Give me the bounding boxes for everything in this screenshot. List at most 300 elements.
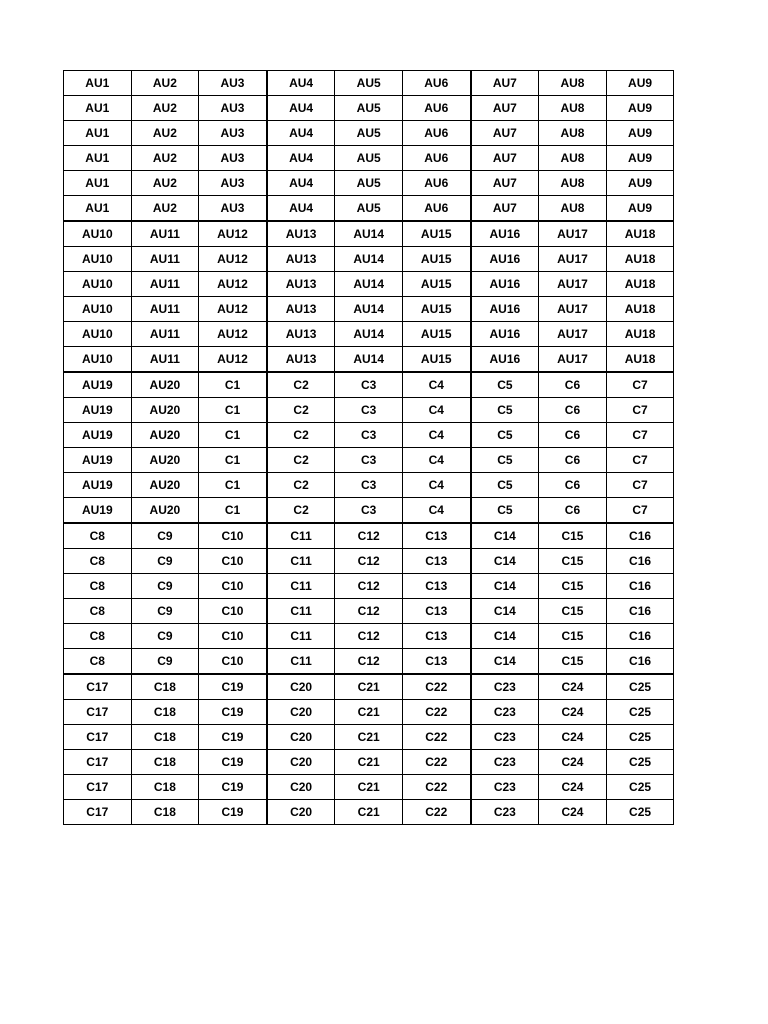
grid-cell: AU7 bbox=[471, 146, 539, 171]
grid-cell: C23 bbox=[471, 674, 539, 700]
grid-cell: AU9 bbox=[606, 96, 674, 121]
grid-row bbox=[64, 196, 674, 222]
grid-cell: AU17 bbox=[539, 322, 607, 347]
grid-cell: AU4 bbox=[267, 171, 335, 196]
grid-cell: AU17 bbox=[539, 272, 607, 297]
grid-cell: AU18 bbox=[606, 297, 674, 322]
grid-cell: AU3 bbox=[199, 146, 267, 171]
grid-cell: C17 bbox=[64, 674, 132, 700]
grid-row bbox=[64, 498, 674, 524]
grid-cell: AU9 bbox=[606, 171, 674, 196]
grid-cell: C11 bbox=[267, 574, 335, 599]
grid-cell: AU16 bbox=[471, 347, 539, 373]
grid-cell: C12 bbox=[335, 649, 403, 675]
grid-cell: C14 bbox=[471, 574, 539, 599]
grid-cell: C4 bbox=[402, 448, 470, 473]
grid-cell: AU20 bbox=[131, 398, 199, 423]
grid-cell: AU19 bbox=[64, 448, 132, 473]
grid-row bbox=[64, 71, 674, 96]
grid-cell: C19 bbox=[199, 800, 267, 825]
grid-cell: C6 bbox=[539, 473, 607, 498]
grid-cell: C8 bbox=[64, 649, 132, 675]
grid-cell: AU19 bbox=[64, 498, 132, 524]
grid-cell: C5 bbox=[471, 448, 539, 473]
grid-cell: C18 bbox=[131, 800, 199, 825]
label-grid-body bbox=[64, 71, 674, 825]
grid-cell: C10 bbox=[199, 549, 267, 574]
grid-cell: AU1 bbox=[64, 96, 132, 121]
grid-cell: C25 bbox=[606, 750, 674, 775]
grid-cell: AU17 bbox=[539, 297, 607, 322]
grid-cell: AU7 bbox=[471, 196, 539, 222]
grid-cell: AU8 bbox=[539, 146, 607, 171]
grid-cell: C15 bbox=[539, 523, 607, 549]
grid-cell: C20 bbox=[267, 700, 335, 725]
grid-cell: AU14 bbox=[335, 247, 403, 272]
grid-cell: C14 bbox=[471, 599, 539, 624]
grid-cell: AU6 bbox=[402, 121, 470, 146]
grid-row bbox=[64, 221, 674, 247]
grid-row bbox=[64, 322, 674, 347]
grid-row bbox=[64, 750, 674, 775]
grid-cell: C7 bbox=[606, 498, 674, 524]
grid-cell: C21 bbox=[335, 750, 403, 775]
grid-cell: C20 bbox=[267, 800, 335, 825]
grid-cell: C7 bbox=[606, 423, 674, 448]
grid-cell: AU2 bbox=[131, 71, 199, 96]
grid-cell: C15 bbox=[539, 649, 607, 675]
grid-cell: C16 bbox=[606, 549, 674, 574]
grid-cell: AU4 bbox=[267, 146, 335, 171]
grid-cell: C19 bbox=[199, 775, 267, 800]
grid-cell: AU11 bbox=[131, 221, 199, 247]
grid-cell: C25 bbox=[606, 775, 674, 800]
grid-cell: AU17 bbox=[539, 347, 607, 373]
grid-cell: AU1 bbox=[64, 121, 132, 146]
grid-cell: C6 bbox=[539, 372, 607, 398]
grid-cell: C23 bbox=[471, 800, 539, 825]
grid-cell: C24 bbox=[539, 700, 607, 725]
grid-cell: C15 bbox=[539, 599, 607, 624]
grid-cell: AU5 bbox=[335, 171, 403, 196]
grid-cell: AU19 bbox=[64, 372, 132, 398]
grid-cell: AU3 bbox=[199, 96, 267, 121]
grid-cell: AU12 bbox=[199, 297, 267, 322]
grid-cell: AU10 bbox=[64, 272, 132, 297]
grid-cell: C3 bbox=[335, 423, 403, 448]
grid-row bbox=[64, 247, 674, 272]
grid-cell: C14 bbox=[471, 523, 539, 549]
grid-cell: C11 bbox=[267, 549, 335, 574]
grid-cell: AU19 bbox=[64, 398, 132, 423]
grid-cell: AU14 bbox=[335, 221, 403, 247]
grid-cell: C1 bbox=[199, 448, 267, 473]
grid-row bbox=[64, 448, 674, 473]
grid-row bbox=[64, 146, 674, 171]
grid-cell: AU19 bbox=[64, 423, 132, 448]
grid-cell: C13 bbox=[402, 523, 470, 549]
grid-cell: AU16 bbox=[471, 297, 539, 322]
grid-cell: C22 bbox=[402, 775, 470, 800]
grid-cell: C21 bbox=[335, 775, 403, 800]
grid-cell: AU15 bbox=[402, 297, 470, 322]
grid-cell: C24 bbox=[539, 750, 607, 775]
grid-cell: C8 bbox=[64, 624, 132, 649]
grid-cell: C13 bbox=[402, 549, 470, 574]
grid-cell: C8 bbox=[64, 599, 132, 624]
grid-cell: C21 bbox=[335, 800, 403, 825]
grid-cell: C3 bbox=[335, 372, 403, 398]
grid-cell: C3 bbox=[335, 498, 403, 524]
grid-cell: AU18 bbox=[606, 247, 674, 272]
grid-cell: AU7 bbox=[471, 96, 539, 121]
grid-cell: C5 bbox=[471, 473, 539, 498]
grid-row bbox=[64, 574, 674, 599]
grid-cell: C5 bbox=[471, 498, 539, 524]
grid-cell: C17 bbox=[64, 775, 132, 800]
grid-cell: AU1 bbox=[64, 171, 132, 196]
grid-cell: AU13 bbox=[267, 247, 335, 272]
label-grid-table bbox=[63, 70, 674, 825]
grid-cell: C11 bbox=[267, 649, 335, 675]
grid-row bbox=[64, 599, 674, 624]
grid-cell: AU5 bbox=[335, 121, 403, 146]
grid-cell: C9 bbox=[131, 549, 199, 574]
grid-cell: C9 bbox=[131, 624, 199, 649]
grid-cell: AU15 bbox=[402, 322, 470, 347]
grid-cell: C12 bbox=[335, 549, 403, 574]
grid-row bbox=[64, 649, 674, 675]
grid-cell: C12 bbox=[335, 523, 403, 549]
grid-cell: C19 bbox=[199, 750, 267, 775]
grid-cell: AU8 bbox=[539, 196, 607, 222]
grid-cell: C20 bbox=[267, 725, 335, 750]
grid-cell: C25 bbox=[606, 674, 674, 700]
grid-cell: C11 bbox=[267, 624, 335, 649]
grid-cell: C14 bbox=[471, 649, 539, 675]
grid-cell: C5 bbox=[471, 398, 539, 423]
grid-cell: C14 bbox=[471, 549, 539, 574]
grid-cell: C1 bbox=[199, 398, 267, 423]
grid-cell: C13 bbox=[402, 649, 470, 675]
grid-cell: AU9 bbox=[606, 146, 674, 171]
grid-cell: C3 bbox=[335, 473, 403, 498]
grid-row bbox=[64, 725, 674, 750]
grid-cell: C1 bbox=[199, 498, 267, 524]
grid-cell: AU19 bbox=[64, 473, 132, 498]
grid-cell: C2 bbox=[267, 498, 335, 524]
grid-cell: AU10 bbox=[64, 247, 132, 272]
grid-cell: C16 bbox=[606, 574, 674, 599]
grid-cell: C18 bbox=[131, 750, 199, 775]
grid-cell: C18 bbox=[131, 775, 199, 800]
grid-row bbox=[64, 423, 674, 448]
grid-cell: AU12 bbox=[199, 247, 267, 272]
grid-cell: AU18 bbox=[606, 272, 674, 297]
grid-cell: C13 bbox=[402, 624, 470, 649]
grid-cell: AU5 bbox=[335, 146, 403, 171]
grid-cell: AU12 bbox=[199, 272, 267, 297]
grid-row bbox=[64, 523, 674, 549]
grid-cell: AU9 bbox=[606, 196, 674, 222]
grid-cell: C1 bbox=[199, 372, 267, 398]
grid-cell: C6 bbox=[539, 398, 607, 423]
grid-cell: AU6 bbox=[402, 96, 470, 121]
grid-cell: AU10 bbox=[64, 221, 132, 247]
grid-cell: AU5 bbox=[335, 96, 403, 121]
grid-cell: AU4 bbox=[267, 196, 335, 222]
grid-cell: C19 bbox=[199, 725, 267, 750]
grid-cell: C7 bbox=[606, 448, 674, 473]
grid-row bbox=[64, 297, 674, 322]
grid-cell: C15 bbox=[539, 549, 607, 574]
grid-row bbox=[64, 700, 674, 725]
grid-cell: C6 bbox=[539, 423, 607, 448]
grid-cell: AU8 bbox=[539, 121, 607, 146]
grid-cell: C24 bbox=[539, 725, 607, 750]
grid-cell: C10 bbox=[199, 649, 267, 675]
grid-cell: C25 bbox=[606, 700, 674, 725]
grid-row bbox=[64, 121, 674, 146]
grid-cell: AU14 bbox=[335, 322, 403, 347]
grid-row bbox=[64, 800, 674, 825]
grid-cell: C2 bbox=[267, 398, 335, 423]
grid-cell: C21 bbox=[335, 700, 403, 725]
grid-cell: C20 bbox=[267, 750, 335, 775]
grid-row bbox=[64, 272, 674, 297]
grid-cell: AU6 bbox=[402, 71, 470, 96]
grid-cell: AU14 bbox=[335, 347, 403, 373]
grid-cell: AU13 bbox=[267, 272, 335, 297]
grid-cell: C7 bbox=[606, 398, 674, 423]
grid-cell: AU11 bbox=[131, 347, 199, 373]
grid-cell: AU5 bbox=[335, 71, 403, 96]
grid-cell: AU6 bbox=[402, 196, 470, 222]
grid-cell: AU12 bbox=[199, 221, 267, 247]
grid-cell: AU13 bbox=[267, 347, 335, 373]
grid-cell: C9 bbox=[131, 574, 199, 599]
grid-cell: C9 bbox=[131, 599, 199, 624]
grid-cell: AU1 bbox=[64, 71, 132, 96]
grid-cell: C14 bbox=[471, 624, 539, 649]
grid-cell: C22 bbox=[402, 700, 470, 725]
grid-cell: C10 bbox=[199, 523, 267, 549]
grid-cell: AU3 bbox=[199, 71, 267, 96]
grid-cell: C18 bbox=[131, 674, 199, 700]
grid-cell: C2 bbox=[267, 423, 335, 448]
grid-cell: C1 bbox=[199, 423, 267, 448]
grid-cell: C17 bbox=[64, 700, 132, 725]
grid-cell: C16 bbox=[606, 523, 674, 549]
grid-cell: AU14 bbox=[335, 272, 403, 297]
grid-cell: C19 bbox=[199, 674, 267, 700]
grid-cell: C9 bbox=[131, 523, 199, 549]
grid-cell: C23 bbox=[471, 700, 539, 725]
grid-cell: C8 bbox=[64, 523, 132, 549]
grid-cell: C6 bbox=[539, 498, 607, 524]
grid-cell: C25 bbox=[606, 800, 674, 825]
grid-cell: AU2 bbox=[131, 96, 199, 121]
grid-cell: C16 bbox=[606, 649, 674, 675]
grid-cell: C3 bbox=[335, 448, 403, 473]
grid-row bbox=[64, 775, 674, 800]
grid-cell: AU16 bbox=[471, 272, 539, 297]
grid-cell: AU1 bbox=[64, 196, 132, 222]
grid-cell: AU18 bbox=[606, 347, 674, 373]
grid-cell: AU18 bbox=[606, 322, 674, 347]
grid-cell: AU10 bbox=[64, 347, 132, 373]
grid-cell: C12 bbox=[335, 624, 403, 649]
grid-cell: C22 bbox=[402, 750, 470, 775]
grid-cell: AU17 bbox=[539, 247, 607, 272]
grid-cell: AU4 bbox=[267, 121, 335, 146]
grid-cell: C15 bbox=[539, 624, 607, 649]
grid-cell: AU11 bbox=[131, 272, 199, 297]
grid-cell: AU9 bbox=[606, 121, 674, 146]
grid-cell: AU20 bbox=[131, 473, 199, 498]
grid-cell: AU7 bbox=[471, 171, 539, 196]
grid-cell: C17 bbox=[64, 800, 132, 825]
grid-cell: C20 bbox=[267, 674, 335, 700]
grid-row bbox=[64, 347, 674, 373]
grid-cell: C6 bbox=[539, 448, 607, 473]
grid-cell: C7 bbox=[606, 372, 674, 398]
grid-cell: AU11 bbox=[131, 297, 199, 322]
grid-cell: AU20 bbox=[131, 423, 199, 448]
grid-cell: AU7 bbox=[471, 71, 539, 96]
grid-cell: AU16 bbox=[471, 247, 539, 272]
grid-cell: AU20 bbox=[131, 498, 199, 524]
grid-cell: AU20 bbox=[131, 372, 199, 398]
grid-cell: AU10 bbox=[64, 297, 132, 322]
grid-cell: AU8 bbox=[539, 96, 607, 121]
grid-cell: C23 bbox=[471, 725, 539, 750]
grid-cell: C20 bbox=[267, 775, 335, 800]
grid-cell: AU2 bbox=[131, 171, 199, 196]
grid-cell: C21 bbox=[335, 674, 403, 700]
grid-cell: C19 bbox=[199, 700, 267, 725]
grid-cell: C4 bbox=[402, 423, 470, 448]
grid-row bbox=[64, 398, 674, 423]
grid-cell: AU12 bbox=[199, 347, 267, 373]
grid-cell: C21 bbox=[335, 725, 403, 750]
grid-cell: AU3 bbox=[199, 121, 267, 146]
grid-cell: AU14 bbox=[335, 297, 403, 322]
grid-cell: C11 bbox=[267, 599, 335, 624]
grid-cell: C13 bbox=[402, 599, 470, 624]
grid-cell: C24 bbox=[539, 674, 607, 700]
grid-cell: C22 bbox=[402, 800, 470, 825]
grid-cell: C17 bbox=[64, 725, 132, 750]
grid-cell: C18 bbox=[131, 700, 199, 725]
grid-cell: C4 bbox=[402, 398, 470, 423]
grid-row bbox=[64, 473, 674, 498]
grid-cell: AU15 bbox=[402, 272, 470, 297]
grid-cell: C24 bbox=[539, 775, 607, 800]
grid-cell: C1 bbox=[199, 473, 267, 498]
grid-cell: C2 bbox=[267, 448, 335, 473]
grid-cell: C4 bbox=[402, 498, 470, 524]
grid-cell: AU15 bbox=[402, 347, 470, 373]
grid-cell: C15 bbox=[539, 574, 607, 599]
grid-cell: AU2 bbox=[131, 196, 199, 222]
grid-cell: C8 bbox=[64, 549, 132, 574]
grid-cell: AU16 bbox=[471, 221, 539, 247]
grid-row bbox=[64, 96, 674, 121]
grid-cell: AU8 bbox=[539, 171, 607, 196]
grid-cell: C5 bbox=[471, 423, 539, 448]
grid-cell: AU6 bbox=[402, 171, 470, 196]
grid-cell: AU5 bbox=[335, 196, 403, 222]
grid-cell: AU1 bbox=[64, 146, 132, 171]
grid-cell: C22 bbox=[402, 725, 470, 750]
grid-cell: AU4 bbox=[267, 96, 335, 121]
grid-cell: C23 bbox=[471, 750, 539, 775]
grid-cell: C25 bbox=[606, 725, 674, 750]
grid-cell: C11 bbox=[267, 523, 335, 549]
grid-cell: AU13 bbox=[267, 322, 335, 347]
grid-row bbox=[64, 624, 674, 649]
grid-row bbox=[64, 674, 674, 700]
grid-cell: C7 bbox=[606, 473, 674, 498]
grid-cell: AU16 bbox=[471, 322, 539, 347]
grid-cell: AU9 bbox=[606, 71, 674, 96]
grid-cell: AU8 bbox=[539, 71, 607, 96]
grid-cell: AU6 bbox=[402, 146, 470, 171]
grid-cell: AU11 bbox=[131, 247, 199, 272]
grid-cell: AU20 bbox=[131, 448, 199, 473]
grid-cell: C5 bbox=[471, 372, 539, 398]
grid-cell: AU2 bbox=[131, 146, 199, 171]
grid-cell: AU7 bbox=[471, 121, 539, 146]
grid-cell: C24 bbox=[539, 800, 607, 825]
grid-cell: C4 bbox=[402, 473, 470, 498]
grid-cell: AU4 bbox=[267, 71, 335, 96]
grid-cell: AU2 bbox=[131, 121, 199, 146]
grid-cell: C8 bbox=[64, 574, 132, 599]
grid-cell: C3 bbox=[335, 398, 403, 423]
grid-cell: C12 bbox=[335, 574, 403, 599]
grid-cell: C16 bbox=[606, 599, 674, 624]
grid-cell: AU10 bbox=[64, 322, 132, 347]
grid-cell: C4 bbox=[402, 372, 470, 398]
grid-cell: AU15 bbox=[402, 247, 470, 272]
grid-cell: C10 bbox=[199, 574, 267, 599]
grid-cell: C22 bbox=[402, 674, 470, 700]
grid-cell: AU15 bbox=[402, 221, 470, 247]
grid-cell: C2 bbox=[267, 473, 335, 498]
grid-cell: AU18 bbox=[606, 221, 674, 247]
grid-cell: C17 bbox=[64, 750, 132, 775]
grid-cell: AU13 bbox=[267, 221, 335, 247]
grid-cell: C9 bbox=[131, 649, 199, 675]
grid-row bbox=[64, 372, 674, 398]
grid-cell: C2 bbox=[267, 372, 335, 398]
grid-cell: AU11 bbox=[131, 322, 199, 347]
grid-cell: AU12 bbox=[199, 322, 267, 347]
grid-cell: C16 bbox=[606, 624, 674, 649]
grid-cell: C10 bbox=[199, 599, 267, 624]
grid-cell: AU3 bbox=[199, 196, 267, 222]
grid-cell: C13 bbox=[402, 574, 470, 599]
grid-cell: C10 bbox=[199, 624, 267, 649]
grid-cell: AU17 bbox=[539, 221, 607, 247]
grid-row bbox=[64, 171, 674, 196]
grid-cell: C18 bbox=[131, 725, 199, 750]
grid-row bbox=[64, 549, 674, 574]
grid-cell: C12 bbox=[335, 599, 403, 624]
grid-cell: AU13 bbox=[267, 297, 335, 322]
